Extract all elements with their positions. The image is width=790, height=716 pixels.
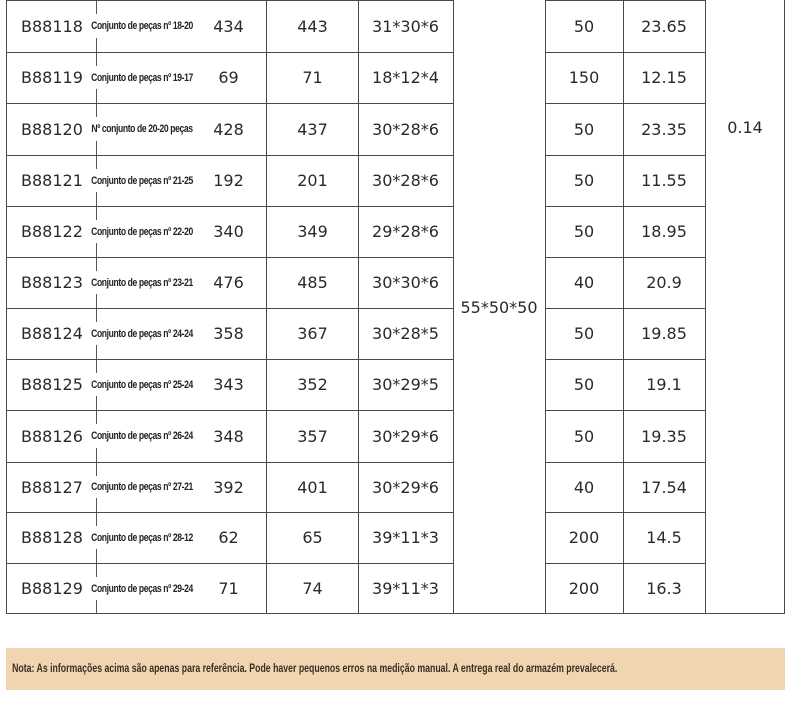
cell-v1: 69: [218, 68, 239, 87]
cell-v2: 437: [297, 119, 328, 139]
reference-note: [6, 648, 785, 690]
cell-dim: 30*29*5: [372, 375, 439, 394]
cell-code: B88126: [21, 426, 83, 446]
row-divider: [6, 359, 453, 360]
cell-code: B88129: [21, 579, 83, 598]
cell-code: B88127: [21, 477, 83, 497]
cell-v2: 443: [297, 16, 328, 36]
cell-name: Conjunto de peças nº 18-20: [91, 20, 193, 32]
cell-v1: 358: [213, 324, 244, 343]
cell-weight: 20.9: [646, 273, 682, 292]
cell-name: Conjunto de peças nº 21-25: [91, 174, 193, 187]
cell-v1: 392: [213, 477, 244, 497]
row-divider: [545, 52, 705, 53]
row-divider: [6, 410, 453, 411]
cell-weight: 19.85: [641, 324, 687, 343]
cell-v1: 62: [218, 528, 239, 547]
cell-weight: 18.95: [641, 222, 687, 241]
cell-v1: 348: [213, 426, 244, 446]
row-divider: [545, 308, 705, 309]
cell-code: B88128: [21, 528, 83, 547]
divider-tick: [96, 498, 97, 512]
cell-weight: 23.35: [641, 119, 687, 139]
row-divider: [6, 52, 453, 53]
row-divider: [6, 512, 453, 513]
cell-dim: 30*29*6: [372, 477, 439, 497]
column-divider: [784, 0, 785, 614]
cell-name: Conjunto de peças nº 19-17: [91, 71, 193, 84]
row-divider: [545, 359, 705, 360]
cell-v2: 71: [302, 68, 323, 87]
divider-tick: [96, 308, 97, 322]
cell-name: Conjunto de peças nº 26-24: [91, 430, 193, 442]
row-divider: [545, 613, 705, 614]
cell-weight: 14.5: [646, 528, 682, 547]
cell-v1: 434: [213, 16, 244, 36]
divider-tick: [96, 549, 97, 563]
row-divider: [6, 462, 453, 463]
cell-name: Conjunto de peças nº 23-21: [91, 276, 193, 289]
cell-v2: 485: [297, 273, 328, 292]
column-divider: [545, 0, 546, 614]
cell-qty: 50: [573, 426, 595, 446]
divider-tick: [96, 155, 97, 169]
cell-v1: 476: [213, 273, 244, 292]
cell-qty: 150: [568, 68, 600, 87]
cell-v1: 340: [213, 222, 244, 241]
cell-v1: 71: [218, 579, 239, 598]
row-divider: [6, 0, 453, 1]
row-divider: [545, 0, 705, 1]
cell-weight: 16.3: [646, 579, 682, 598]
column-divider: [705, 0, 706, 614]
cell-v2: 74: [302, 579, 323, 598]
cell-qty: 200: [568, 579, 600, 598]
column-divider: [358, 0, 359, 614]
row-divider: [545, 563, 705, 564]
row-divider: [6, 103, 453, 104]
row-divider: [705, 613, 785, 614]
cell-dim: 39*11*3: [372, 528, 439, 547]
row-divider: [545, 206, 705, 207]
carton-size-cell: 55*50*50: [460, 297, 538, 317]
cell-v1: 343: [213, 375, 244, 394]
divider-tick: [96, 103, 97, 117]
cell-weight: 19.1: [646, 375, 682, 394]
row-divider: [545, 257, 705, 258]
cell-qty: 50: [573, 171, 595, 190]
divider-tick: [96, 243, 97, 257]
cell-name: Conjunto de peças nº 28-12: [91, 531, 193, 544]
divider-tick: [96, 52, 97, 66]
cell-dim: 30*29*6: [372, 426, 439, 446]
cell-code: B88124: [21, 324, 83, 343]
divider-tick: [96, 410, 97, 424]
row-divider: [545, 512, 705, 513]
row-divider: [6, 308, 453, 309]
divider-tick: [96, 512, 97, 526]
divider-tick: [96, 448, 97, 462]
row-divider: [6, 155, 453, 156]
cell-weight: 23.65: [641, 16, 687, 36]
divider-tick: [96, 462, 97, 476]
divider-tick: [96, 192, 97, 206]
row-divider: [453, 613, 545, 614]
divider-tick: [96, 563, 97, 577]
cell-v2: 65: [302, 528, 323, 547]
divider-tick: [96, 396, 97, 410]
cell-code: B88119: [21, 68, 83, 87]
cell-qty: 50: [573, 119, 595, 139]
cell-v2: 401: [297, 477, 328, 497]
cell-v2: 349: [297, 222, 328, 241]
cell-qty: 40: [573, 273, 595, 292]
cell-name: Nº conjunto de 20-20 peças: [91, 123, 193, 135]
divider-tick: [96, 89, 97, 103]
cell-v2: 357: [297, 426, 328, 446]
cell-dim: 30*28*5: [372, 324, 439, 343]
cell-weight: 17.54: [641, 477, 687, 497]
cell-dim: 18*12*4: [372, 68, 439, 87]
cell-dim: 30*28*6: [372, 171, 439, 190]
note-text: Nota: As informações acima são apenas para referência. Pode haver pequenos erros na medição manual. A entrega real do armazém prevalecerá.: [12, 663, 618, 675]
cell-dim: 30*30*6: [372, 273, 439, 292]
cell-code: B88125: [21, 375, 83, 394]
divider-tick: [96, 141, 97, 155]
cell-name: Conjunto de peças nº 27-21: [91, 481, 193, 493]
cell-v2: 367: [297, 324, 328, 343]
cell-name: Conjunto de peças nº 22-20: [91, 225, 193, 238]
cell-name: Conjunto de peças nº 25-24: [91, 378, 193, 391]
cell-qty: 50: [573, 375, 595, 394]
row-divider: [545, 155, 705, 156]
divider-tick: [96, 600, 97, 614]
cell-weight: 11.55: [641, 171, 687, 190]
cell-dim: 39*11*3: [372, 579, 439, 598]
cell-qty: 40: [573, 477, 595, 497]
divider-tick: [96, 0, 97, 14]
cell-code: B88123: [21, 273, 83, 292]
divider-tick: [96, 38, 97, 52]
cell-qty: 50: [573, 16, 595, 36]
divider-tick: [96, 359, 97, 373]
product-table: [6, 0, 785, 614]
cell-dim: 29*28*6: [372, 222, 439, 241]
column-divider: [6, 0, 7, 614]
divider-tick: [96, 345, 97, 359]
row-divider: [545, 103, 705, 104]
cell-code: B88118: [21, 16, 83, 36]
column-divider: [266, 0, 267, 614]
cell-dim: 30*28*6: [372, 119, 439, 139]
cell-v1: 428: [213, 119, 244, 139]
volume-cell: 0.14: [727, 117, 763, 137]
row-divider: [6, 563, 453, 564]
row-divider: [545, 410, 705, 411]
cell-v2: 201: [297, 171, 328, 190]
cell-name: Conjunto de peças nº 29-24: [91, 582, 193, 595]
cell-code: B88121: [21, 171, 83, 190]
cell-code: B88122: [21, 222, 83, 241]
column-divider: [623, 0, 624, 614]
cell-v1: 192: [213, 171, 244, 190]
cell-qty: 50: [573, 222, 595, 241]
cell-weight: 19.35: [641, 426, 687, 446]
column-divider: [453, 0, 454, 614]
cell-name: Conjunto de peças nº 24-24: [91, 327, 193, 340]
divider-tick: [96, 294, 97, 308]
cell-v2: 352: [297, 375, 328, 394]
cell-qty: 200: [568, 528, 600, 547]
row-divider: [6, 257, 453, 258]
cell-dim: 31*30*6: [372, 16, 439, 36]
row-divider: [545, 462, 705, 463]
divider-tick: [96, 206, 97, 220]
row-divider: [6, 613, 453, 614]
cell-code: B88120: [21, 119, 83, 139]
cell-qty: 50: [573, 324, 595, 343]
row-divider: [6, 206, 453, 207]
divider-tick: [96, 257, 97, 271]
cell-weight: 12.15: [641, 68, 687, 87]
